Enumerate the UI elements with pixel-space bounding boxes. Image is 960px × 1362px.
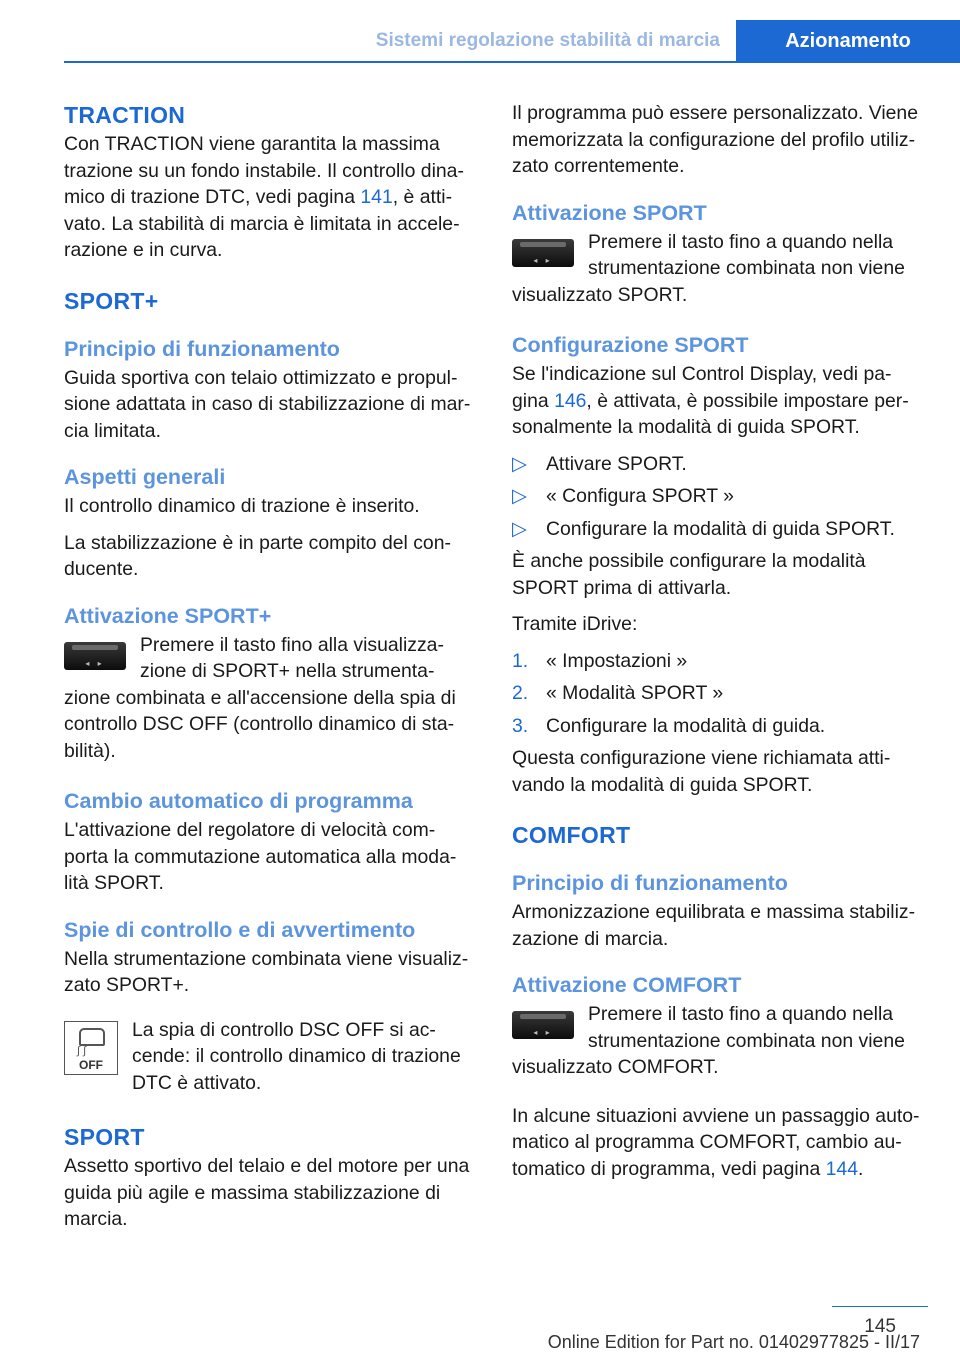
heading-sportplus: SPORT+ xyxy=(64,287,159,314)
config-paragraph-1 xyxy=(512,361,927,441)
header-chapter-tab: Azionamento xyxy=(736,20,960,63)
config-paragraph-2: È anche possibile configurare la modalità SPORT prima di attivarla. xyxy=(512,550,866,599)
right-column xyxy=(512,100,927,1192)
cambio-paragraph: L'attivazione del regolatore di velocità com-porta la commutazione automatica alla moda-lità SPORT. xyxy=(64,819,457,894)
left-column xyxy=(64,100,479,1243)
heading-attivazione-sport: Attivazione SPORT xyxy=(512,200,707,225)
heading-comfort-principio: Principio di funzionamento xyxy=(512,871,788,895)
heading-aspetti: Aspetti generali xyxy=(64,465,226,489)
config-text-b: , è attivata, è possibile impostare per-sonalmente la modalità di guida SPORT. xyxy=(512,389,909,438)
step-number: 2. xyxy=(512,682,529,704)
page-number: 145 xyxy=(864,1316,896,1337)
heading-attivazione-sportplus: Attivazione SPORT+ xyxy=(64,603,272,628)
config-text-a: Se l'indicazione sul Control Display, vedi pa-gina xyxy=(512,363,892,412)
principio-paragraph: Guida sportiva con telaio ottimizzato e propul-sione adattata in caso di stabilizzazione di mar-cia limitata. xyxy=(64,366,471,442)
edition-footer: Online Edition for Part no. 01402977825 - II/17 xyxy=(547,1332,920,1352)
page-link-144[interactable]: 144 xyxy=(825,1157,858,1180)
config-steps-list xyxy=(512,648,927,740)
aspetti-paragraph-1: Il controllo dinamico di trazione è inserito. xyxy=(64,495,420,517)
triangle-bullet-icon: ▷ xyxy=(512,485,527,507)
attivazione-sport-text: Premere il tasto fino a quando nella strumentazione combinata non viene visualizzato SPORT. xyxy=(512,230,905,306)
attivazione-sport-block xyxy=(512,229,927,309)
footer-rule xyxy=(832,1306,928,1307)
page-link-141[interactable]: 141 xyxy=(360,186,393,208)
heading-attivazione-comfort: Attivazione COMFORT xyxy=(512,973,742,997)
final-text-b: . xyxy=(858,1157,864,1180)
heading-spie: Spie di controllo e di avvertimento xyxy=(64,917,416,942)
driving-mode-switch-icon: ◂ ▸ xyxy=(64,642,126,670)
config-paragraph-3: Tramite iDrive: xyxy=(512,613,638,635)
list-item: ▷ Attivare SPORT. xyxy=(512,451,927,478)
traction-text-a: Con TRACTION viene garantita la massima trazione su un fondo instabile. Il controllo dina-mico di trazione DTC, vedi pagina xyxy=(64,133,464,208)
attivazione-sportplus-text: Premere il tasto fino alla visualizza-zione di SPORT+ nella strumenta-zione combinata e all'accensione della spia di controllo DSC OFF (controllo dinamico di sta-bilità). xyxy=(64,633,456,762)
config-bullet-list xyxy=(512,451,927,543)
driving-mode-switch-icon: ◂ ▸ xyxy=(512,1011,574,1039)
dsc-off-icon xyxy=(64,1021,118,1075)
spie-icon-text: La spia di controllo DSC OFF si ac-cende: il controllo dinamico di trazione DTC è attivato. xyxy=(132,1018,461,1094)
page-link-146[interactable]: 146 xyxy=(554,389,587,412)
list-item: 2. « Modalità SPORT » xyxy=(512,680,927,707)
step-number: 1. xyxy=(512,649,529,672)
step-number: 3. xyxy=(512,714,529,737)
skid-waves-icon: ∫ ∫ xyxy=(77,1044,87,1057)
triangle-bullet-icon: ▷ xyxy=(512,517,527,540)
heading-traction: TRACTION xyxy=(64,102,186,128)
list-item: ▷ « Configura SPORT » xyxy=(512,483,927,510)
driving-mode-switch-icon: ◂ ▸ xyxy=(512,239,574,267)
header-section-title: Sistemi regolazione stabilità di marcia xyxy=(375,30,720,51)
heading-cambio: Cambio automatico di programma xyxy=(64,789,413,813)
heading-sport: SPORT xyxy=(64,1124,145,1150)
config-paragraph-4: Questa configurazione viene richiamata atti-vando la modalità di guida SPORT. xyxy=(512,747,891,796)
attivazione-comfort-text: Premere il tasto fino a quando nella strumentazione combinata non viene visualizzato COMFORT. xyxy=(512,1003,905,1078)
spie-icon-block xyxy=(64,1017,479,1097)
list-item: 1. « Impostazioni » xyxy=(512,648,927,675)
sport-paragraph: Assetto sportivo del telaio e del motore per una guida più agile e massima stabilizzazione di marcia. xyxy=(64,1155,470,1230)
heading-comfort: COMFORT xyxy=(512,822,631,848)
page-header xyxy=(64,20,960,62)
list-item: ▷ Configurare la modalità di guida SPORT. xyxy=(512,516,927,543)
list-item: 3. Configurare la modalità di guida. xyxy=(512,713,927,740)
traction-text-b: , è atti-vato. La stabilità di marcia è limitata in accele-razione e in curva. xyxy=(64,186,460,261)
aspetti-paragraph-2: La stabilizzazione è in parte compito del con-ducente. xyxy=(64,531,451,580)
triangle-bullet-icon: ▷ xyxy=(512,452,527,475)
comfort-principio-paragraph: Armonizzazione equilibrata e massima stabiliz-zazione di marcia. xyxy=(512,901,916,950)
intro-paragraph: Il programma può essere personalizzato. Viene memorizzata la configurazione del profilo utiliz-zato correntemente. xyxy=(512,102,918,177)
off-label: OFF xyxy=(79,1057,103,1072)
heading-configurazione-sport: Configurazione SPORT xyxy=(512,333,749,357)
spie-paragraph: Nella strumentazione combinata viene visualiz-zato SPORT+. xyxy=(64,947,469,996)
header-rule xyxy=(64,61,960,63)
final-text-a: In alcune situazioni avviene un passaggio auto-matico al programma COMFORT, cambio au-tomatico di programma, vedi pagina xyxy=(512,1104,920,1180)
attivazione-comfort-block xyxy=(512,1001,927,1081)
traction-paragraph xyxy=(64,131,479,264)
car-outline-icon xyxy=(79,1028,105,1046)
attivazione-sportplus-block xyxy=(64,632,479,765)
heading-principio: Principio di funzionamento xyxy=(64,336,340,361)
final-paragraph xyxy=(512,1103,927,1183)
